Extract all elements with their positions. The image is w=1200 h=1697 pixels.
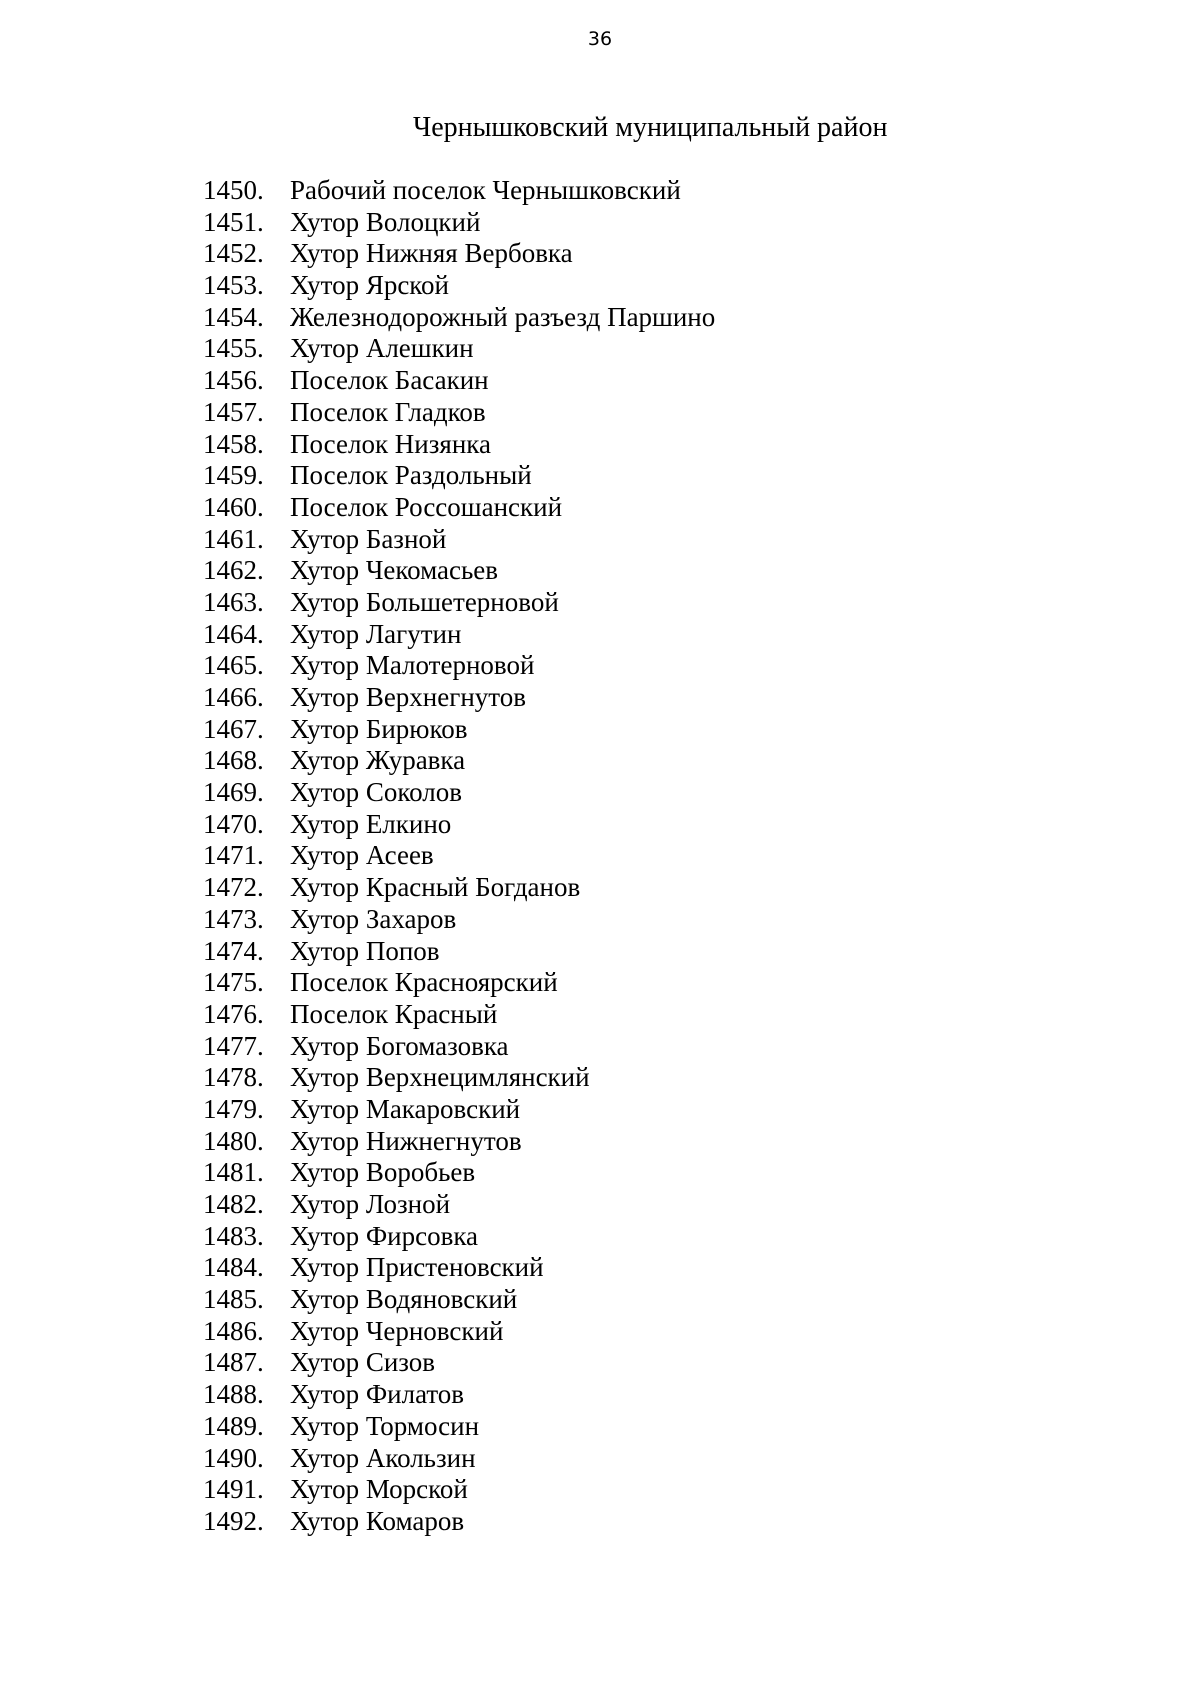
entry-number: 1465. [203, 650, 264, 681]
entry-number: 1480. [203, 1125, 264, 1156]
entry-name: Хутор Нижнегнутов [290, 1125, 522, 1156]
list-item [0, 1443, 1200, 1475]
entry-name: Хутор Нижняя Вербовка [290, 238, 573, 269]
entry-number: 1473. [203, 903, 264, 934]
entry-name: Хутор Верхнегнутов [290, 682, 526, 712]
list-item [0, 999, 1200, 1031]
list-item [0, 207, 1200, 239]
entry-number: 1467. [203, 713, 264, 744]
entry-number: 1483. [203, 1220, 264, 1251]
entry-name: Хутор Алешкин [290, 333, 474, 364]
entry-number: 1474. [203, 935, 264, 966]
entry-number: 1476. [203, 998, 264, 1029]
list-item [0, 302, 1200, 334]
list-item [0, 967, 1200, 999]
entry-number: 1490. [203, 1442, 264, 1473]
entry-number: 1489. [203, 1410, 264, 1441]
entry-number: 1463. [203, 586, 264, 617]
list-item [0, 650, 1200, 682]
entry-name: Рабочий поселок Чернышковский [290, 175, 681, 205]
list-item [0, 175, 1200, 207]
list-item [0, 1126, 1200, 1158]
entry-name: Хутор Сизов [290, 1347, 436, 1378]
entry-name: Хутор Пристеновский [290, 1252, 544, 1283]
list-item [0, 809, 1200, 841]
list-item [0, 1094, 1200, 1126]
entry-number: 1478. [203, 1062, 264, 1093]
list-item [0, 714, 1200, 746]
entry-name: Хутор Соколов [290, 777, 462, 808]
list-item [0, 429, 1200, 461]
entry-name: Хутор Малотерновой [290, 650, 535, 681]
list-item [0, 840, 1200, 872]
entry-name: Хутор Базной [290, 523, 447, 554]
entry-name: Поселок Гладков [290, 396, 486, 427]
list-item [0, 1189, 1200, 1221]
entry-number: 1461. [203, 523, 264, 554]
entry-name: Хутор Красный Богданов [290, 872, 581, 903]
entry-name: Хутор Лагутин [290, 618, 462, 649]
entry-name: Поселок Раздольный [290, 460, 532, 491]
list-item [0, 524, 1200, 556]
list-item [0, 1506, 1200, 1538]
entry-name: Поселок Красноярский [290, 967, 558, 998]
entry-number: 1472. [203, 872, 264, 903]
list-item [0, 365, 1200, 397]
entry-number: 1451. [203, 206, 264, 237]
entry-number: 1477. [203, 1030, 264, 1061]
list-item [0, 904, 1200, 936]
list-item [0, 333, 1200, 365]
list-item [0, 1252, 1200, 1284]
entry-number: 1492. [203, 1505, 264, 1536]
entry-name: Хутор Чекомасьев [290, 555, 498, 586]
entry-number: 1452. [203, 238, 264, 269]
list-item [0, 1062, 1200, 1094]
entry-number: 1468. [203, 745, 264, 776]
district-title: Чернышковский муниципальный район [413, 112, 888, 143]
entry-name: Поселок Басакин [290, 365, 489, 396]
entry-number: 1475. [203, 967, 264, 998]
settlement-list [0, 175, 1200, 1538]
list-item [0, 460, 1200, 492]
entry-name: Поселок Россошанский [290, 491, 563, 522]
page-number: 36 [587, 28, 613, 50]
entry-name: Хутор Комаров [290, 1505, 465, 1536]
entry-name: Хутор Попов [290, 935, 440, 966]
entry-name: Хутор Морской [290, 1474, 468, 1505]
list-item [0, 1379, 1200, 1411]
list-item [0, 777, 1200, 809]
entry-name: Хутор Лозной [290, 1189, 451, 1219]
list-item [0, 1284, 1200, 1316]
entry-number: 1488. [203, 1379, 264, 1410]
entry-number: 1484. [203, 1252, 264, 1283]
entry-number: 1459. [203, 460, 264, 491]
entry-number: 1487. [203, 1347, 264, 1378]
entry-name: Хутор Захаров [290, 903, 457, 934]
entry-name: Хутор Черновский [290, 1315, 504, 1346]
entry-name: Хутор Тормосин [290, 1410, 480, 1441]
entry-number: 1455. [203, 333, 264, 364]
entry-number: 1456. [203, 365, 264, 396]
list-item [0, 872, 1200, 904]
entry-name: Хутор Филатов [290, 1379, 465, 1410]
list-item [0, 682, 1200, 714]
entry-number: 1458. [203, 428, 264, 459]
list-item [0, 619, 1200, 651]
entry-number: 1479. [203, 1093, 264, 1124]
entry-name: Хутор Асеев [290, 840, 434, 871]
entry-number: 1485. [203, 1284, 264, 1315]
entry-name: Хутор Богомазовка [290, 1030, 509, 1061]
entry-number: 1469. [203, 777, 264, 808]
entry-number: 1471. [203, 840, 264, 871]
entry-name: Хутор Ярской [290, 270, 450, 301]
entry-name: Хутор Елкино [290, 808, 452, 839]
entry-number: 1481. [203, 1157, 264, 1188]
entry-number: 1486. [203, 1315, 264, 1346]
list-item [0, 1031, 1200, 1063]
entry-name: Хутор Акользин [290, 1442, 476, 1473]
entry-number: 1457. [203, 396, 264, 427]
entry-name: Хутор Журавка [290, 745, 466, 776]
entry-name: Хутор Верхнецимлянский [290, 1062, 590, 1093]
entry-name: Хутор Бирюков [290, 713, 468, 744]
list-item [0, 1474, 1200, 1506]
entry-name: Хутор Водяновский [290, 1284, 518, 1315]
entry-number: 1460. [203, 491, 264, 522]
entry-number: 1454. [203, 301, 264, 332]
list-item [0, 555, 1200, 587]
entry-number: 1462. [203, 555, 264, 586]
entry-name: Хутор Фирсовка [290, 1220, 479, 1251]
list-item [0, 238, 1200, 270]
entry-name: Железнодорожный разъезд Паршино [290, 301, 716, 332]
list-item [0, 397, 1200, 429]
list-item [0, 1221, 1200, 1253]
entry-name: Хутор Воробьев [290, 1157, 476, 1188]
list-item [0, 745, 1200, 777]
list-item [0, 270, 1200, 302]
entry-name: Поселок Низянка [290, 428, 491, 459]
entry-name: Хутор Волоцкий [290, 206, 481, 237]
entry-number: 1466. [203, 682, 264, 712]
entry-number: 1450. [203, 175, 264, 205]
entry-name: Хутор Большетерновой [290, 586, 559, 617]
entry-number: 1453. [203, 270, 264, 301]
entry-number: 1464. [203, 618, 264, 649]
list-item [0, 1411, 1200, 1443]
list-item [0, 492, 1200, 524]
list-item [0, 1157, 1200, 1189]
list-item [0, 587, 1200, 619]
entry-number: 1470. [203, 808, 264, 839]
entry-name: Поселок Красный [290, 998, 498, 1029]
list-item [0, 1316, 1200, 1348]
list-item [0, 936, 1200, 968]
list-item [0, 1347, 1200, 1379]
entry-number: 1491. [203, 1474, 264, 1505]
entry-name: Хутор Макаровский [290, 1093, 521, 1124]
entry-number: 1482. [203, 1189, 264, 1219]
